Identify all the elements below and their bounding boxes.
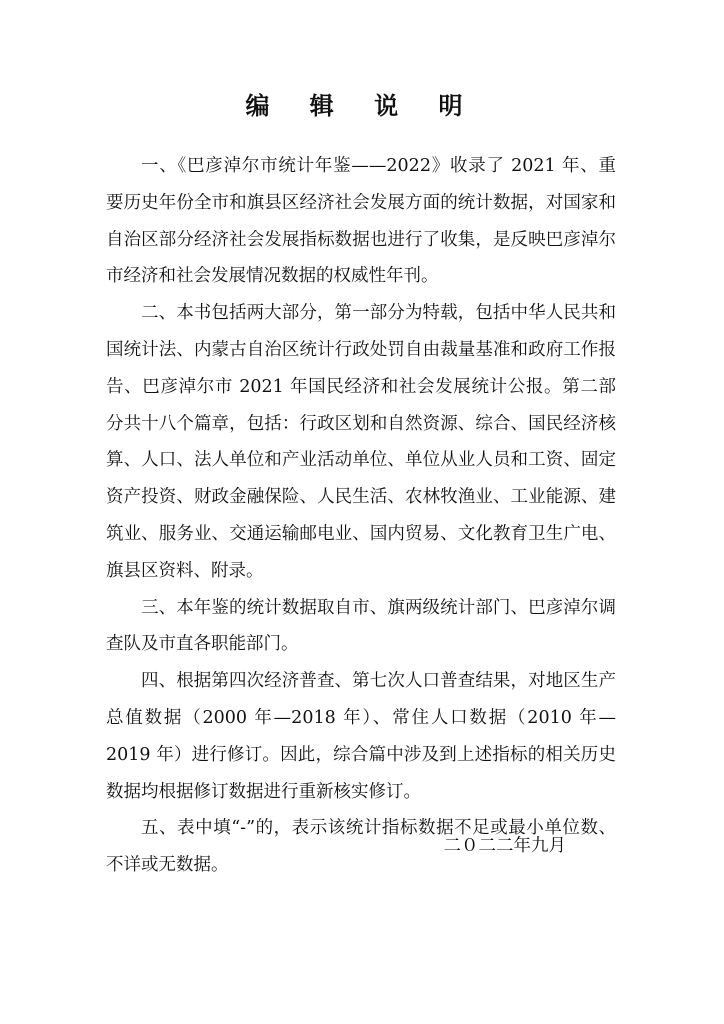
paragraph-5: 五、表中填“-”的，表示该统计指标数据不足或最小单位数、不详或无数据。 <box>106 818 616 876</box>
document-body <box>106 148 616 884</box>
paragraph-4: 四、根据第四次经济普查、第七次人口普查结果，对地区生产总值数据（2000 年—2018 年）、常住人口数据（2010 年—2019 年）进行修订。因此，综合篇中涉及到上述指标的相关历史数据均根据修订数据进行重新核实修订。 <box>106 671 616 802</box>
paragraph-1: 一、《巴彦淖尔市统计年鉴——2022》收录了 2021 年、重要历史年份全市和旗县区经济社会发展方面的统计数据，对国家和自治区部分经济社会发展指标数据也进行了收集，是反映巴彦淖尔市经济和社会发展情况数据的权威性年刊。 <box>106 156 616 287</box>
paragraph-3: 三、本年鉴的统计数据取自市、旗两级统计部门、巴彦淖尔调查队及市直各职能部门。 <box>106 597 616 655</box>
page-title: 编 辑 说 明 <box>245 92 479 120</box>
date-line: 二０二二年九月 <box>443 836 566 856</box>
paragraph-2: 二、本书包括两大部分，第一部分为特载，包括中华人民共和国统计法、内蒙古自治区统计行政处罚自由裁量基准和政府工作报告、巴彦淖尔市 2021 年国民经济和社会发展统计公报。第二部分共十八个篇章，包括：行政区划和自然资源、综合、国民经济核算、人口、法人单位和产业活动单位、单位从业人员和工资、固定资产投资、财政金融保险、人民生活、农林牧渔业、工业能源、建筑业、服务业、交通运输邮电业、国内贸易、文化教育卫生广电、旗县区资料、附录。 <box>106 303 616 581</box>
